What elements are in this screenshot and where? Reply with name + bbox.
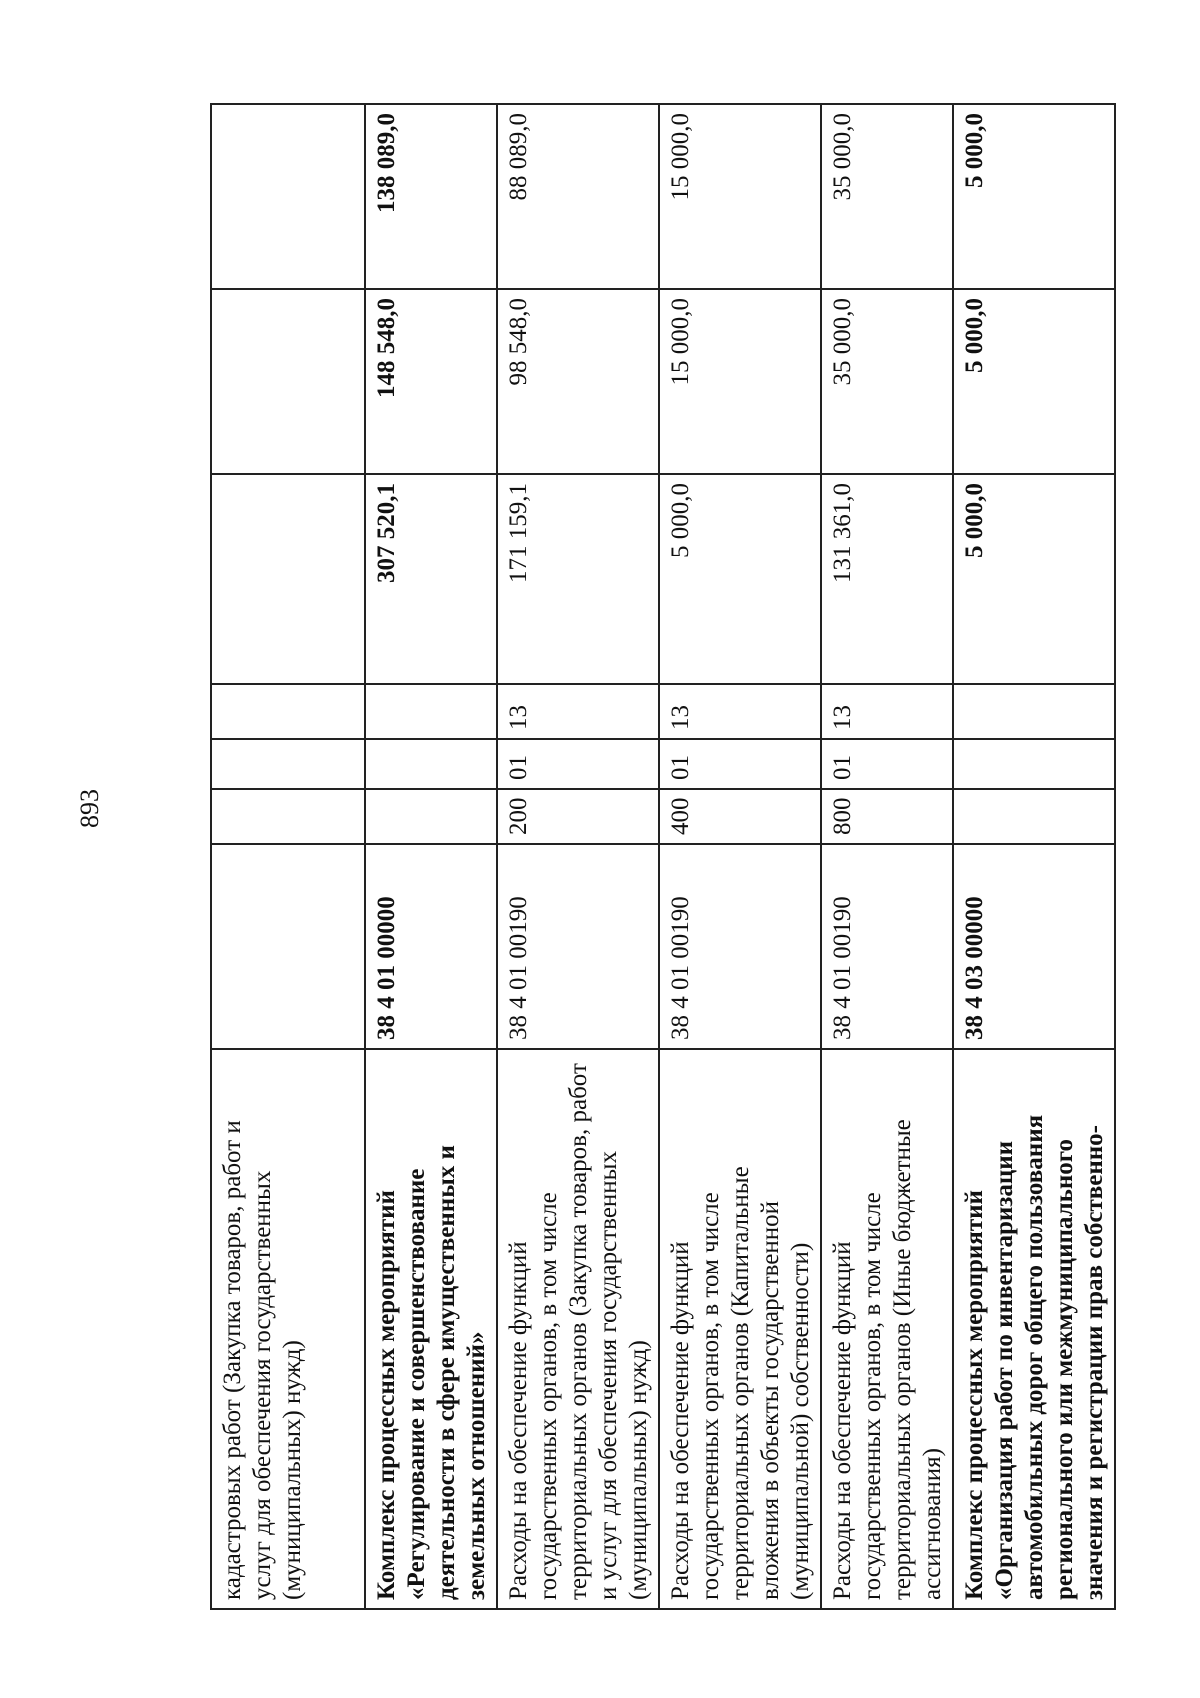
amount-year1-cell: 171 159,1 xyxy=(497,474,659,684)
table-row xyxy=(953,104,1115,1609)
rotated-table-container xyxy=(210,105,1108,1610)
target-code-cell: 38 4 01 00000 xyxy=(365,844,497,1049)
expense-type-cell xyxy=(953,789,1115,844)
amount-year3-cell: 138 089,0 xyxy=(365,104,497,289)
amount-year1-cell: 5 000,0 xyxy=(953,474,1115,684)
subsection-cell xyxy=(953,684,1115,739)
section-cell: 01 xyxy=(497,739,659,789)
expense-type-cell: 400 xyxy=(659,789,821,844)
row-name-cell: Расходы на обеспечение функций государственных органов, в том числе территориальных органов (Иные бюджетные ассигнования) xyxy=(821,1049,953,1609)
amount-year1-cell: 5 000,0 xyxy=(659,474,821,684)
section-cell xyxy=(953,739,1115,789)
amount-year3-cell: 88 089,0 xyxy=(497,104,659,289)
expense-type-cell xyxy=(211,789,365,844)
amount-year3-cell xyxy=(211,104,365,289)
row-name-cell: кадастровых работ (Закупка товаров, работ и услуг для обеспечения государственных (муниципальных) нужд) xyxy=(211,1049,365,1609)
expense-type-cell xyxy=(365,789,497,844)
subsection-cell: 13 xyxy=(821,684,953,739)
table-row xyxy=(497,104,659,1609)
row-name-cell: Расходы на обеспечение функций государственных органов, в том числе территориальных органов (Капитальные вложения в объекты государственной (муниципальной) собственности) xyxy=(659,1049,821,1609)
target-code-cell: 38 4 03 00000 xyxy=(953,844,1115,1049)
section-cell: 01 xyxy=(821,739,953,789)
row-name-cell: Комплекс процессных мероприятий «Регулирование и совершенствование деятельности в сфере имущественных и земельных отношений» xyxy=(365,1049,497,1609)
target-code-cell: 38 4 01 00190 xyxy=(659,844,821,1049)
subsection-cell: 13 xyxy=(659,684,821,739)
row-name-cell: Комплекс процессных мероприятий «Организация работ по инвентаризации автомобильных дорог общего пользования регионального или межмуниципального значения и регистрации прав собственно- xyxy=(953,1049,1115,1609)
budget-table xyxy=(210,103,1116,1610)
table-row xyxy=(821,104,953,1609)
expense-type-cell: 200 xyxy=(497,789,659,844)
table-row xyxy=(659,104,821,1609)
table-row xyxy=(365,104,497,1609)
section-cell: 01 xyxy=(659,739,821,789)
table-row xyxy=(211,104,365,1609)
amount-year3-cell: 35 000,0 xyxy=(821,104,953,289)
target-code-cell: 38 4 01 00190 xyxy=(497,844,659,1049)
subsection-cell xyxy=(365,684,497,739)
amount-year1-cell: 307 520,1 xyxy=(365,474,497,684)
subsection-cell: 13 xyxy=(497,684,659,739)
amount-year2-cell: 5 000,0 xyxy=(953,289,1115,474)
amount-year1-cell: 131 361,0 xyxy=(821,474,953,684)
subsection-cell xyxy=(211,684,365,739)
section-cell xyxy=(365,739,497,789)
amount-year2-cell xyxy=(211,289,365,474)
amount-year2-cell: 98 548,0 xyxy=(497,289,659,474)
amount-year3-cell: 15 000,0 xyxy=(659,104,821,289)
target-code-cell xyxy=(211,844,365,1049)
target-code-cell: 38 4 01 00190 xyxy=(821,844,953,1049)
amount-year2-cell: 148 548,0 xyxy=(365,289,497,474)
amount-year1-cell xyxy=(211,474,365,684)
expense-type-cell: 800 xyxy=(821,789,953,844)
amount-year2-cell: 35 000,0 xyxy=(821,289,953,474)
page-number: 893 xyxy=(75,789,104,828)
amount-year3-cell: 5 000,0 xyxy=(953,104,1115,289)
amount-year2-cell: 15 000,0 xyxy=(659,289,821,474)
row-name-cell: Расходы на обеспечение функций государственных органов, в том числе территориальных органов (Закупка товаров, работ и услуг для обеспечения государственных (муниципальных) нужд) xyxy=(497,1049,659,1609)
section-cell xyxy=(211,739,365,789)
